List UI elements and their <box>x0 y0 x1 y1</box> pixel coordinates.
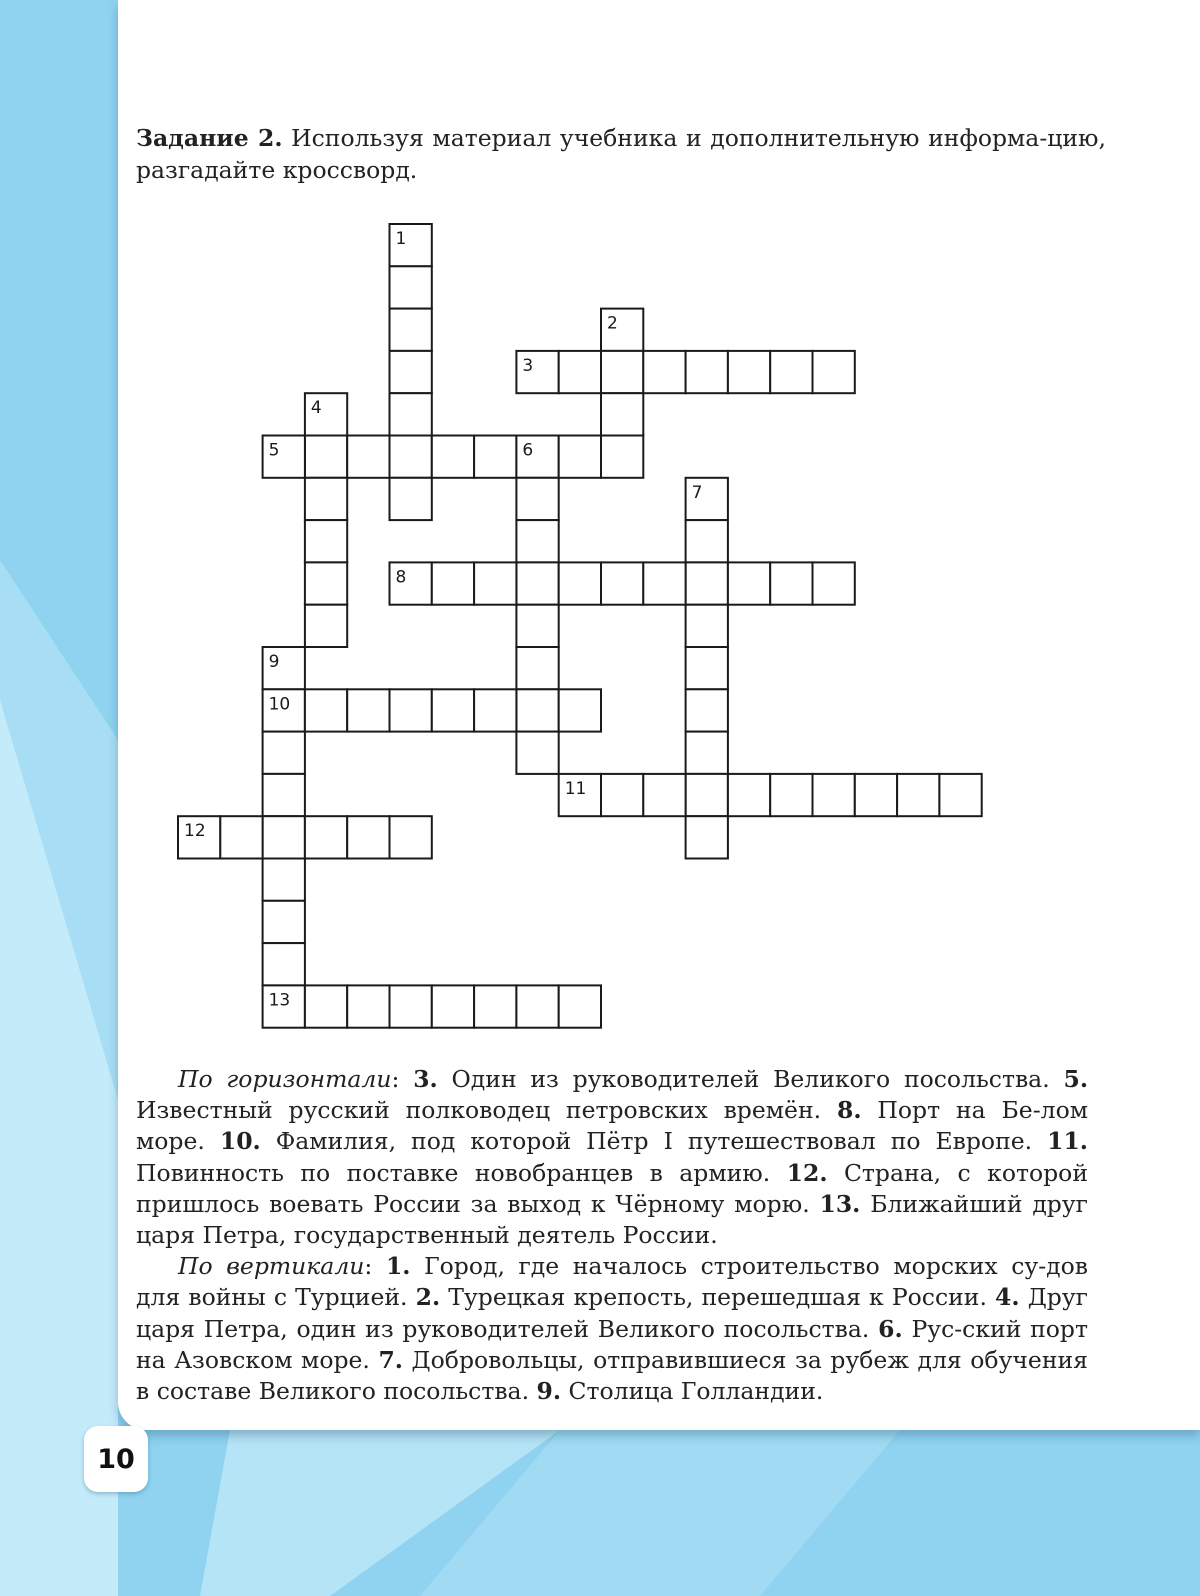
crossword-cell <box>305 562 347 604</box>
crossword-cell <box>432 562 474 604</box>
crossword-cell <box>390 309 432 351</box>
crossword-cell <box>390 478 432 520</box>
crossword-cell <box>474 436 516 478</box>
crossword-cell <box>686 562 728 604</box>
crossword-cell <box>263 732 305 774</box>
crossword-cell <box>390 689 432 731</box>
clue-number: 6. <box>878 1314 903 1343</box>
crossword-cell <box>390 351 432 393</box>
crossword-cell <box>263 943 305 985</box>
clue-number: 7. <box>378 1345 403 1374</box>
crossword-cell <box>474 562 516 604</box>
crossword-cell <box>516 689 558 731</box>
clue-text: Фамилия, под которой Пётр I путешествовал по Европе. <box>260 1127 1048 1156</box>
crossword-number: 13 <box>268 990 291 1011</box>
crossword-cell <box>897 774 939 816</box>
across-heading: По горизонтали <box>178 1065 392 1093</box>
crossword-cell <box>813 562 855 604</box>
clue-text: Друг царя Петра, один из руководителей Великого посольства. <box>136 1283 1088 1343</box>
page-number: 10 <box>84 1426 148 1492</box>
crossword-cell <box>728 351 770 393</box>
crossword-cell <box>559 689 601 731</box>
crossword-cell <box>686 689 728 731</box>
crossword-number: 11 <box>564 778 587 799</box>
crossword-cell <box>263 859 305 901</box>
crossword-number: 6 <box>522 440 534 461</box>
crossword-cell <box>305 816 347 858</box>
clue-number: 10. <box>219 1127 261 1156</box>
crossword-cell <box>474 689 516 731</box>
crossword-cell <box>686 520 728 562</box>
clue-number: 8. <box>836 1096 862 1125</box>
clue-text: Столица Голландии. <box>561 1377 824 1406</box>
crossword-cell <box>686 732 728 774</box>
crossword-cell <box>432 689 474 731</box>
crossword-cell <box>305 985 347 1027</box>
crossword-number: 3 <box>522 355 534 376</box>
crossword-cell <box>263 774 305 816</box>
clue-text: Повинность по поставке новобранцев в армию. <box>136 1158 787 1187</box>
clue-number: 5. <box>1063 1065 1089 1093</box>
clue-text: Добровольцы, отправившиеся за рубеж для обучения в составе Великого посольства. <box>136 1345 1088 1406</box>
crossword-cell <box>770 351 812 393</box>
crossword-cell <box>601 393 643 435</box>
crossword-cell <box>770 774 812 816</box>
crossword-number: 9 <box>268 652 280 672</box>
crossword-cell <box>559 436 601 478</box>
crossword-number: 12 <box>184 821 206 842</box>
clue-text: Ближайший друг царя Петра, государственный деятель России. <box>136 1189 1088 1250</box>
crossword-cell <box>939 774 981 816</box>
crossword-cell <box>220 816 262 858</box>
clue-number: 12. <box>786 1158 828 1187</box>
crossword-cell <box>347 436 389 478</box>
clue-text: Известный русский полководец петровских времён. <box>136 1096 837 1125</box>
clue-text: Страна, с которой пришлось воевать России за выход к Чёрному морю. <box>136 1158 1088 1218</box>
clues-across: По горизонтали: 3. Один из руководителей Великого посольства. 5. Известный русский полководец петровских времён. 8. Порт на Бе-лом море. 10. Фамилия, под которой Пётр I путешествовал по Европе. 11. Повинность по поставке новобранцев в армию. 12. Страна, с которой пришлось воевать России за выход к Чёрному морю. 13. Ближайший друг царя Петра, государственный деятель России. <box>136 1065 1089 1250</box>
crossword-cell <box>305 436 347 478</box>
crossword-cell <box>559 985 601 1027</box>
crossword-cell <box>516 478 558 520</box>
crossword-clues <box>136 1064 1088 1407</box>
crossword-cell <box>432 436 474 478</box>
clue-number: 4. <box>995 1283 1020 1312</box>
crossword-cell <box>390 985 432 1027</box>
task-text: Используя материал учебника и дополнительную информа-цию, разгадайте кроссворд. <box>136 124 1106 184</box>
task-label: Задание 2. <box>136 124 283 152</box>
crossword-cell <box>516 985 558 1027</box>
clue-number: 1. <box>385 1252 411 1281</box>
crossword-cell <box>855 774 897 816</box>
crossword-cell <box>432 985 474 1027</box>
clue-number: 3. <box>413 1065 438 1093</box>
crossword-number: 4 <box>310 398 322 419</box>
crossword-cell <box>390 393 432 435</box>
crossword-number: 1 <box>395 229 407 249</box>
crossword-number: 8 <box>395 567 407 588</box>
crossword-cell <box>263 901 305 943</box>
crossword-cell <box>263 816 305 858</box>
down-heading: По вертикали <box>178 1252 365 1281</box>
clue-text: Город, где началось строительство морских су-дов для войны с Турцией. <box>136 1252 1088 1312</box>
crossword-cell <box>813 774 855 816</box>
clue-number: 2. <box>415 1283 441 1312</box>
crossword-cell <box>347 985 389 1027</box>
crossword-cell <box>305 520 347 562</box>
crossword-cell <box>813 351 855 393</box>
crossword-cell <box>686 605 728 647</box>
crossword-number: 5 <box>268 440 280 461</box>
crossword-cell <box>390 816 432 858</box>
crossword-cell <box>601 774 643 816</box>
crossword-cell <box>643 351 685 393</box>
crossword-cell <box>516 605 558 647</box>
crossword-cell <box>390 436 432 478</box>
crossword-cell <box>474 985 516 1027</box>
crossword-number: 10 <box>268 694 291 715</box>
crossword-cell <box>770 562 812 604</box>
clue-text: Порт на Бе-лом море. <box>136 1096 1088 1156</box>
crossword-cell <box>686 816 728 858</box>
crossword-cell <box>728 562 770 604</box>
crossword-cell <box>305 605 347 647</box>
crossword-cell <box>601 436 643 478</box>
crossword-number: 7 <box>691 482 703 503</box>
clue-text: Один из руководителей Великого посольства. <box>437 1065 1064 1093</box>
clue-text: Турецкая крепость, перешедшая к России. <box>440 1283 996 1312</box>
crossword-number: 2 <box>607 313 618 334</box>
crossword-cell <box>686 351 728 393</box>
crossword-cell <box>516 647 558 689</box>
crossword-cell <box>559 562 601 604</box>
clue-text: Рус-ский порт на Азовском море. <box>136 1314 1088 1374</box>
crossword-cell <box>347 689 389 731</box>
crossword-cell <box>305 478 347 520</box>
crossword-cell <box>305 689 347 731</box>
clues-down: По вертикали: 1. Город, где началось строительство морских су-дов для войны с Турцией. 2. Турецкая крепость, перешедшая к России. 4. Друг царя Петра, один из руководителей Великого посольства. 6. Рус-ский порт на Азовском море. 7. Добровольцы, отправившиеся за рубеж для обучения в составе Великого посольства. 9. Столица Голландии. <box>136 1252 1088 1406</box>
crossword-cell <box>643 774 685 816</box>
crossword-cell <box>643 562 685 604</box>
crossword-cell <box>728 774 770 816</box>
crossword-cell <box>601 351 643 393</box>
clue-number: 13. <box>819 1189 861 1218</box>
crossword-cell <box>347 816 389 858</box>
clue-number: 11. <box>1047 1127 1088 1156</box>
clue-number: 9. <box>536 1377 562 1406</box>
crossword-cell <box>516 562 558 604</box>
crossword-cell <box>390 266 432 308</box>
crossword-cell <box>686 647 728 689</box>
crossword-cell <box>686 774 728 816</box>
crossword-cell <box>516 732 558 774</box>
crossword-cell <box>516 520 558 562</box>
crossword-cell <box>559 351 601 393</box>
crossword-cell <box>601 562 643 604</box>
